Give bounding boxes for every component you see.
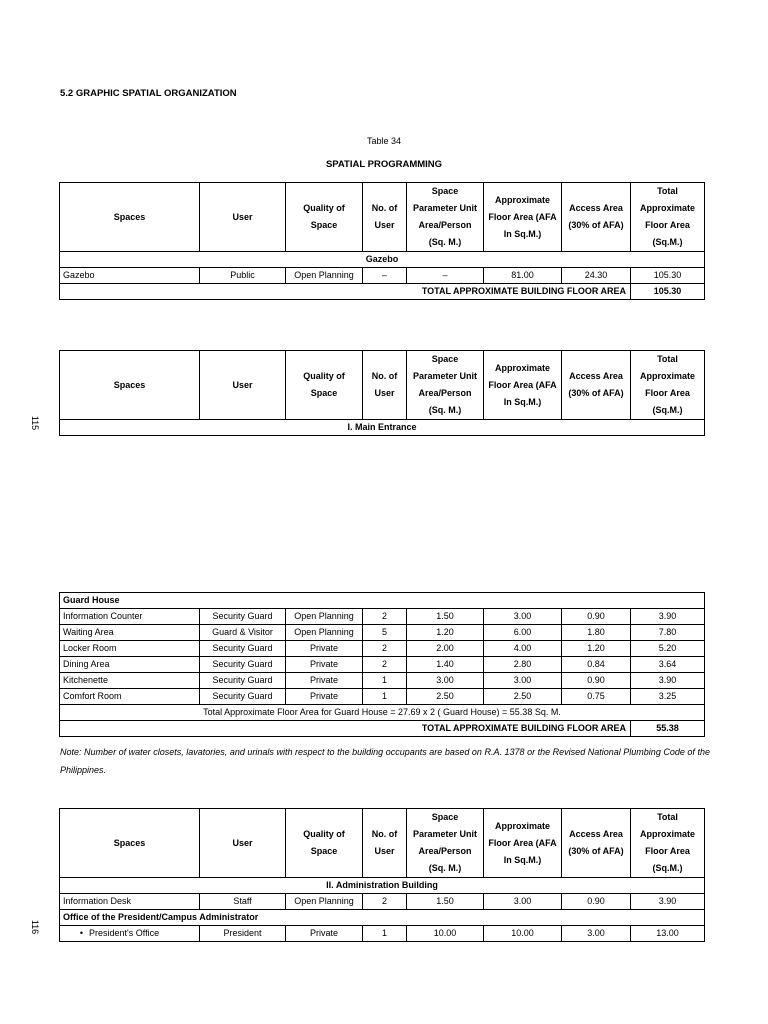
cell-no-user: 1: [363, 926, 407, 942]
cell-access: 3.00: [562, 926, 631, 942]
cell-space: [60, 926, 200, 942]
header-total: Total Approximate Floor Area (Sq.M.): [631, 351, 705, 420]
group-row: [60, 593, 705, 609]
cell-afa: 81.00: [484, 268, 562, 284]
space-label: President's Office: [89, 928, 160, 938]
cell-access: 24.30: [562, 268, 631, 284]
gazebo-table: [59, 182, 705, 300]
main-entrance-table: [59, 350, 705, 436]
subtotal-note: Total Approximate Floor Area for Guard House = 27.69 x 2 ( Guard House) = 55.38 Sq. M.: [60, 705, 705, 721]
header-afa: Approximate Floor Area (AFA In Sq.M.): [484, 351, 562, 420]
cell-param: 1.50: [407, 894, 484, 910]
table-row: [60, 926, 705, 942]
cell-afa: 4.00: [484, 641, 562, 657]
header-access: Access Area (30% of AFA): [562, 351, 631, 420]
cell-access: 0.90: [562, 609, 631, 625]
group-label: Guard House: [60, 593, 705, 609]
cell-access: 0.84: [562, 657, 631, 673]
cell-total: 3.90: [631, 673, 705, 689]
group-label: Office of the President/Campus Administrator: [60, 910, 705, 926]
cell-space: Comfort Room: [60, 689, 200, 705]
cell-quality: Private: [286, 926, 363, 942]
cell-total: 5.20: [631, 641, 705, 657]
cell-afa: 10.00: [484, 926, 562, 942]
cell-quality: Open Planning: [286, 894, 363, 910]
cell-access: 0.90: [562, 673, 631, 689]
header-row: [60, 351, 705, 420]
cell-no-user: 1: [363, 689, 407, 705]
cell-user: Public: [200, 268, 286, 284]
section-row: [60, 420, 705, 436]
cell-total: 3.90: [631, 609, 705, 625]
cell-afa: 3.00: [484, 894, 562, 910]
cell-user: Staff: [200, 894, 286, 910]
section-label: Gazebo: [60, 252, 705, 268]
cell-no-user: 2: [363, 609, 407, 625]
header-afa: Approximate Floor Area (AFA In Sq.M.): [484, 809, 562, 878]
table-row: [60, 657, 705, 673]
total-row: [60, 284, 705, 300]
cell-user: President: [200, 926, 286, 942]
cell-no-user: 2: [363, 894, 407, 910]
cell-access: 0.90: [562, 894, 631, 910]
cell-afa: 2.80: [484, 657, 562, 673]
cell-total: 3.25: [631, 689, 705, 705]
cell-total: 13.00: [631, 926, 705, 942]
cell-total: 105.30: [631, 268, 705, 284]
table-row: [60, 673, 705, 689]
header-no-user: No. of User: [363, 183, 407, 252]
table-row: [60, 641, 705, 657]
section-label: II. Administration Building: [60, 878, 705, 894]
bullet-icon: •: [79, 928, 83, 938]
page-number: 116: [30, 919, 41, 935]
cell-user: Security Guard: [200, 657, 286, 673]
header-spaces: Spaces: [60, 183, 200, 252]
section-label: I. Main Entrance: [60, 420, 705, 436]
cell-param: 1.40: [407, 657, 484, 673]
section-row: [60, 878, 705, 894]
header-user: User: [200, 183, 286, 252]
table-row: [60, 689, 705, 705]
cell-space: Information Counter: [60, 609, 200, 625]
cell-total: 3.90: [631, 894, 705, 910]
total-value: 55.38: [631, 721, 705, 737]
cell-param: 1.20: [407, 625, 484, 641]
section-row: [60, 252, 705, 268]
cell-quality: Private: [286, 657, 363, 673]
cell-param: 1.50: [407, 609, 484, 625]
table-row: [60, 268, 705, 284]
cell-quality: Private: [286, 689, 363, 705]
total-value: 105.30: [631, 284, 705, 300]
cell-total: 3.64: [631, 657, 705, 673]
cell-afa: 3.00: [484, 673, 562, 689]
cell-param: 2.50: [407, 689, 484, 705]
header-no-user: No. of User: [363, 351, 407, 420]
header-no-user: No. of User: [363, 809, 407, 878]
cell-access: 1.20: [562, 641, 631, 657]
cell-user: Guard & Visitor: [200, 625, 286, 641]
cell-no-user: 5: [363, 625, 407, 641]
cell-total: 7.80: [631, 625, 705, 641]
cell-quality: Private: [286, 673, 363, 689]
cell-afa: 2.50: [484, 689, 562, 705]
cell-user: Security Guard: [200, 641, 286, 657]
table-title: SPATIAL PROGRAMMING: [325, 159, 443, 170]
header-total: Total Approximate Floor Area (Sq.M.): [631, 809, 705, 878]
header-quality: Quality of Space: [286, 183, 363, 252]
header-afa: Approximate Floor Area (AFA In Sq.M.): [484, 183, 562, 252]
subtotal-row: [60, 705, 705, 721]
plumbing-note: Note: Number of water closets, lavatories, and urinals with respect to the building occupants are based on R.A. 1378 or the Revised National Plumbing Code of the Philippines.: [60, 747, 710, 775]
cell-no-user: 2: [363, 657, 407, 673]
cell-user: Security Guard: [200, 673, 286, 689]
header-spaces: Spaces: [60, 809, 200, 878]
header-user: User: [200, 809, 286, 878]
cell-quality: Open Planning: [286, 609, 363, 625]
cell-space: Information Desk: [60, 894, 200, 910]
total-label: TOTAL APPROXIMATE BUILDING FLOOR AREA: [60, 284, 631, 300]
cell-user: Security Guard: [200, 689, 286, 705]
cell-no-user: 1: [363, 673, 407, 689]
header-access: Access Area (30% of AFA): [562, 809, 631, 878]
cell-param: –: [407, 268, 484, 284]
cell-space: Kitchenette: [60, 673, 200, 689]
header-space-param: Space Parameter Unit Area/Person (Sq. M.): [407, 351, 484, 420]
header-spaces: Spaces: [60, 351, 200, 420]
table-caption: Table 34: [366, 136, 402, 146]
header-quality: Quality of Space: [286, 351, 363, 420]
cell-param: 10.00: [407, 926, 484, 942]
cell-access: 1.80: [562, 625, 631, 641]
cell-param: 3.00: [407, 673, 484, 689]
total-label: TOTAL APPROXIMATE BUILDING FLOOR AREA: [60, 721, 631, 737]
total-row: [60, 721, 705, 737]
cell-param: 2.00: [407, 641, 484, 657]
header-total: Total Approximate Floor Area (Sq.M.): [631, 183, 705, 252]
header-space-param: Space Parameter Unit Area/Person (Sq. M.): [407, 183, 484, 252]
cell-quality: Private: [286, 641, 363, 657]
cell-no-user: 2: [363, 641, 407, 657]
cell-space: Waiting Area: [60, 625, 200, 641]
table-row: [60, 894, 705, 910]
header-user: User: [200, 351, 286, 420]
cell-no-user: –: [363, 268, 407, 284]
cell-quality: Open Planning: [286, 625, 363, 641]
header-quality: Quality of Space: [286, 809, 363, 878]
cell-space: Locker Room: [60, 641, 200, 657]
cell-space: Gazebo: [60, 268, 200, 284]
header-row: [60, 809, 705, 878]
page-number: 115: [30, 415, 41, 431]
section-title: 5.2 GRAPHIC SPATIAL ORGANIZATION: [60, 88, 237, 99]
administration-table: [59, 808, 705, 942]
header-access: Access Area (30% of AFA): [562, 183, 631, 252]
group-row: [60, 910, 705, 926]
cell-quality: Open Planning: [286, 268, 363, 284]
table-row: [60, 625, 705, 641]
header-row: [60, 183, 705, 252]
cell-user: Security Guard: [200, 609, 286, 625]
guard-house-table: [59, 592, 705, 737]
cell-afa: 6.00: [484, 625, 562, 641]
header-space-param: Space Parameter Unit Area/Person (Sq. M.): [407, 809, 484, 878]
cell-space: Dining Area: [60, 657, 200, 673]
cell-afa: 3.00: [484, 609, 562, 625]
cell-access: 0.75: [562, 689, 631, 705]
table-row: [60, 609, 705, 625]
